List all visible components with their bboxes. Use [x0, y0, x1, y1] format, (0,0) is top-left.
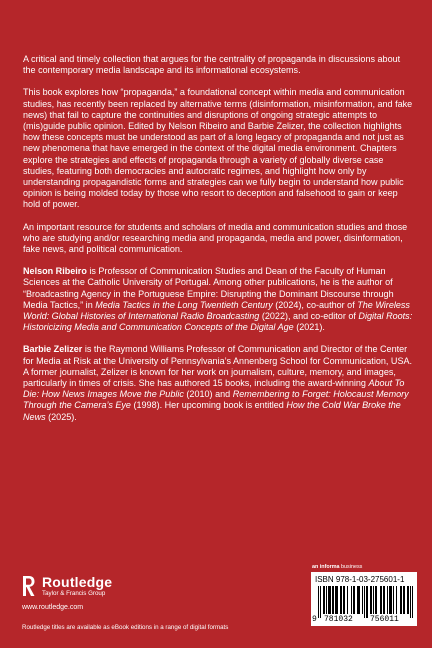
isbn-barcode	[311, 572, 417, 626]
book-title: Digital Roots: Historicizing Media and Communication Concepts of the Digital Age	[23, 311, 413, 333]
barcode-bar	[371, 586, 372, 614]
barcode-bar	[328, 586, 329, 614]
barcode-bar	[337, 586, 338, 614]
barcode-bar	[324, 586, 325, 614]
barcode-bar	[320, 586, 321, 618]
book-title: The Wireless World: Global Histories of International Radio Broadcasting	[23, 299, 410, 322]
barcode-bar	[330, 586, 331, 614]
book-title: Media Tactics in the Long Twentieth Century	[95, 299, 273, 310]
barcode-bar	[383, 586, 384, 614]
barcode-bar	[367, 586, 368, 618]
barcode-bar	[380, 586, 381, 614]
barcode-bar	[401, 586, 402, 614]
barcode-bar	[333, 586, 334, 614]
blurb-audience: An important resource for students and scholars of media and communication studies and those who are studying and/or researching media and propaganda, media and power, disinformation, fake news, and political communication.	[23, 221, 408, 255]
barcode-bar	[370, 586, 371, 614]
blurb-description: This book explores how “propaganda,” a foundational concept within media and communication studies, has recently been replaced by alternative terms (disinformation, misinformation, and fake news) that fail to capture the continuities and disruptions of ongoing strategic attempts to (mis)guide public opinion. Edited by Nelson Ribeiro and Barbie Zelizer, the collection highlights how these concepts must be understood as part of a long legacy of propaganda and not just as new phenomena that have emerged in the context of the digital media environment. Chapters explore the strategies and effects of propaganda through a variety of globally diverse case studies, featuring both democracies and autocratic regimes, and highlight how only by understanding propagandistic forms and strategies can we fully begin to understand how public opinion is being molded today by those who resort to deception and falsehood to gain or keep hold of power.	[23, 87, 413, 210]
bio-nelson-ribeiro: Nelson Ribeiro is Professor of Communication Studies and Dean of the Faculty of Human Sciences at the Catholic University of Portugal. Among other publications, he is the author of “Broadcasting Agency in the Portuguese Empire: Disrupting the Dominant Discourse through Media Tactics,” in Media Tactics in the Long Twentieth Century (2024), co-author of The Wireless World: Global Histories of International Radio Broadcasting (2022), and co-editor of Digital Roots: Historicizing Media and Communication Concepts of the Digital Age (2021).	[23, 266, 413, 333]
barcode-bar	[387, 586, 388, 614]
barcode-bar	[404, 586, 405, 614]
author-name: Nelson Ribeiro	[23, 266, 87, 277]
barcode-bar	[359, 586, 360, 614]
publisher-website: www.routledge.com	[22, 604, 84, 611]
barcode-bar	[343, 586, 344, 614]
barcode-bar	[384, 586, 385, 614]
barcode-bar	[323, 586, 324, 614]
barcode-bar	[366, 586, 367, 618]
routledge-logo	[20, 574, 112, 598]
barcode-bar	[335, 586, 336, 614]
barcode-bar	[412, 586, 413, 618]
barcode-bar	[354, 586, 355, 614]
back-cover-copy	[23, 54, 415, 423]
barcode-digits-left: 781032	[324, 615, 353, 624]
barcode-bar	[326, 586, 327, 614]
barcode-bar	[329, 586, 330, 614]
barcode-bar	[381, 586, 382, 614]
barcode-bar	[403, 586, 404, 614]
barcode-bar	[353, 586, 354, 614]
routledge-r-icon	[20, 574, 36, 598]
barcode-bar	[357, 586, 358, 614]
publisher-group: Taylor & Francis Group	[42, 589, 106, 597]
barcode-bars	[318, 586, 413, 618]
barcode-bar	[332, 586, 333, 614]
barcode-bar	[373, 586, 374, 614]
barcode-bar	[410, 586, 411, 618]
barcode-bar	[390, 586, 391, 614]
barcode-bar	[336, 586, 337, 614]
barcode-bar	[341, 586, 342, 614]
barcode-bar	[318, 586, 319, 618]
barcode-digits-right: 756011	[370, 615, 399, 624]
barcode-bar	[358, 586, 359, 614]
barcode-bar	[344, 586, 345, 614]
barcode-bar	[389, 586, 390, 614]
book-title: About To Die: How News Images Move the Public	[23, 378, 405, 400]
book-title: How the Cold War Broke the News	[23, 400, 401, 422]
bio-barbie-zelizer: Barbie Zelizer is the Raymond Williams Professor of Communication and Director of the Center for Media at Risk at the University of Pennsylvania’s Annenberg School for Communication, USA. A former journalist, Zelizer is known for her work on journalism, culture, memory, and images, particularly in times of crisis. She has authored 15 books, including the award-winning About To Die: How News Images Move the Public (2010) and Remembering to Forget: Holocaust Memory Through the Camera’s Eye (1998). Her upcoming book is entitled How the Cold War Broke the News (2025).	[23, 344, 413, 422]
barcode-bar	[362, 586, 363, 614]
book-title: Remembering to Forget: Holocaust Memory Through the Camera’s Eye	[23, 389, 409, 411]
barcode-bar	[408, 586, 409, 614]
barcode-bar	[347, 586, 348, 614]
isbn-label: ISBN 978-1-03-275601-1	[315, 575, 405, 584]
barcode-bar	[364, 586, 365, 618]
publisher-name: Routledge	[42, 573, 113, 590]
barcode-bar	[375, 586, 376, 614]
barcode-bar	[396, 586, 397, 614]
barcode-bar	[407, 586, 408, 614]
barcode-bar	[391, 586, 392, 614]
author-name: Barbie Zelizer	[23, 344, 83, 355]
barcode-bar	[376, 586, 377, 614]
informa-tagline: an informa business	[312, 564, 363, 570]
barcode-bar	[400, 586, 401, 614]
barcode-bar	[351, 586, 352, 614]
ebook-note: Routledge titles are available as eBook editions in a range of digital formats	[22, 624, 229, 631]
barcode-digit-first: 9	[312, 615, 317, 624]
barcode-bar	[340, 586, 341, 614]
barcode-bar	[393, 586, 394, 614]
blurb-intro: A critical and timely collection that argues for the centrality of propaganda in discussions about the contemporary media landscape and its informational ecosystems.	[23, 54, 401, 76]
